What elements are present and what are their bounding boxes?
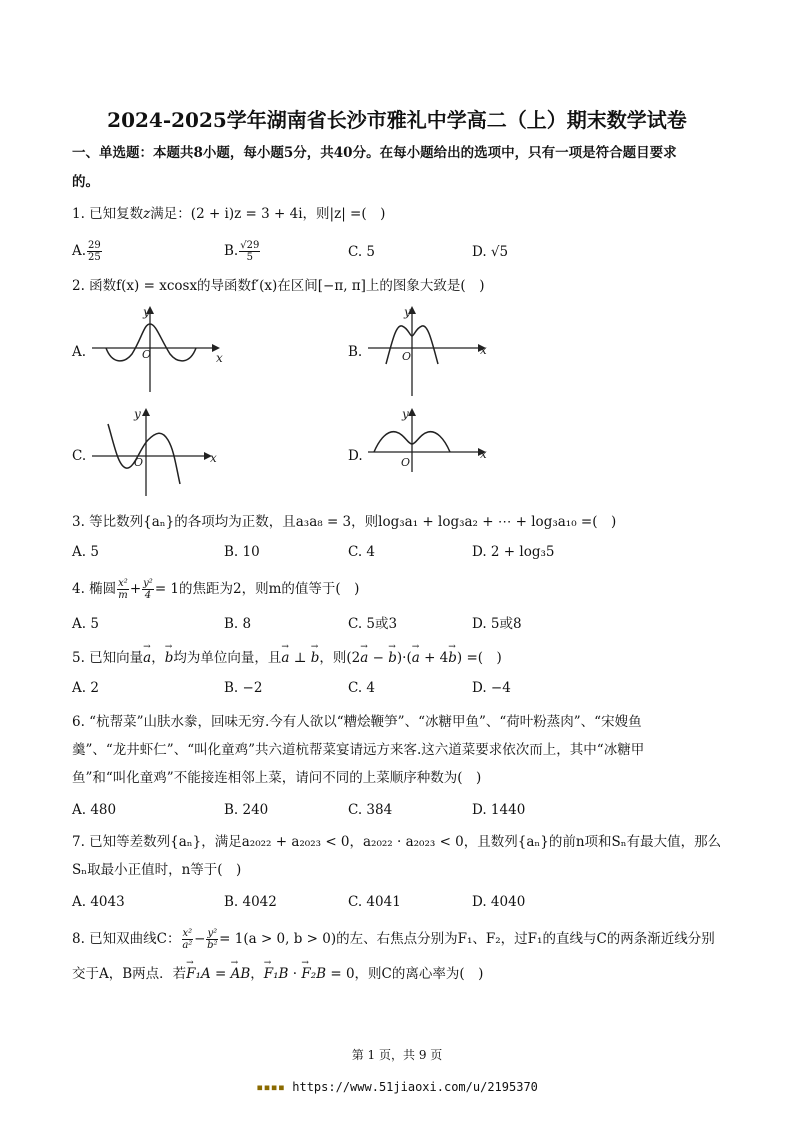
q2-label-b: B. [348,344,363,360]
q2-label-a: A. [72,344,87,360]
q5-option-b: B. −2 [224,680,263,696]
q2-graph-b [364,302,504,398]
svg-text:O: O [134,456,144,469]
q8-line-2: 交于A，B两点．若→ F₁A = → AB，→ F₁B · → F₂B = 0，则C的离心率为( ) [72,964,483,984]
q7-line-2: Sₙ取最小正值时，n等于( ) [72,862,242,878]
watermark-url[interactable]: ▪▪▪▪ https://www.51jiaoxi.com/u/2195370 [256,1080,538,1094]
q2-graph-d [364,404,504,474]
q6-option-b: B. 240 [224,802,269,818]
q1-option-a: A. $\frac{29}{25}$ [72,240,101,263]
svg-text:y: y [143,305,150,319]
svg-text:y: y [402,407,409,421]
section-heading: 一、单选题：本题共8小题，每小题5分，共40分。在每小题给出的选项中，只有一项是符合题目要求 [72,145,677,161]
svg-text:O: O [401,456,411,469]
q7-option-b: B. 4042 [224,894,277,910]
svg-text:x: x [480,447,487,461]
q6-line-1: 6. “杭帮菜”山肤水豢，回味无穷.今有人欲以“糟烩鞭笋”、“冰糖甲鱼”、“荷叶粉蒸肉”、“宋嫂鱼 [72,714,642,730]
q7-option-a: A. 4043 [72,894,125,910]
q5-option-c: C. 4 [348,680,376,696]
q3-option-b: B. 10 [224,544,260,560]
svg-text:x: x [480,343,487,357]
q6-option-c: C. 384 [348,802,393,818]
q5-option-d: D. −4 [472,680,511,696]
q6-line-2: 羹”、“龙井虾仁”、“叫化童鸡”共六道杭帮菜宴请远方来客.这六道菜要求依次而上，其中“冰糖甲 [72,742,645,758]
page-title: 2024-2025学年湖南省长沙市雅礼中学高二（上）期末数学试卷 [107,108,687,132]
svg-text:y: y [404,305,411,319]
q2-label-d: D. [348,448,363,464]
q3-stem: 3. 等比数列{aₙ}的各项均为正数，且a₃a₈ = 3，则log₃a₁ + log₃a₂ + ⋯ + log₃a₁₀ =( ) [72,514,617,530]
q2-label-c: C. [72,448,87,464]
page-footer: 第 1 页，共 9 页 [351,1048,443,1062]
q4-option-a: A. 5 [72,616,99,632]
q4-option-c: C. 5或3 [348,616,398,632]
q2-graph-a [88,302,228,394]
svg-text:x: x [210,451,217,465]
q1-option-c: C. 5 [348,244,376,260]
q2-graph-c [88,404,228,498]
q1-stem: 1. 已知复数z满足：(2 + i)z = 3 + 4i，则|z| =( ) [72,206,386,222]
q6-option-a: A. 480 [72,802,117,818]
q7-line-1: 7. 已知等差数列{aₙ}，满足a₂₀₂₂ + a₂₀₂₃ < 0，a₂₀₂₂ · a₂₀₂₃ < 0，且数列{aₙ}的前n项和Sₙ有最大值，那么 [72,834,722,850]
svg-text:x: x [216,351,223,365]
q2-stem: 2. 函数f(x) = xcosx的导函数f′(x)在区间[−π, π]上的图象大致是( ) [72,278,485,294]
q6-option-d: D. 1440 [472,802,526,818]
q3-option-a: A. 5 [72,544,99,560]
q1-option-b: B. $\frac{√29}{5}$ [224,240,260,263]
q4-stem: 4. 椭圆 $\frac{\text{x²}}{m}$ + $\frac{\text{y²}}{4}$ = 1的焦距为2，则m的值等于( ) [72,578,360,601]
q7-option-d: D. 4040 [472,894,526,910]
svg-text:O: O [402,350,412,363]
q8-line-1: 8. 已知双曲线C： $\frac{\text{x²}}{\text{a²}}$ − $\frac{\text{y²}}{\text{b²}}$ = 1(a > 0, b > 0)的左、右焦点分别为F₁、F₂，过F₁的直线与C的两条渐近线分别 [72,928,715,951]
q1-option-d: D. √5 [472,244,509,260]
q6-line-3: 鱼”和“叫化童鸡”不能接连相邻上菜，请问不同的上菜顺序种数为( ) [72,770,482,786]
svg-text:O: O [142,348,152,361]
q5-option-a: A. 2 [72,680,99,696]
q4-option-d: D. 5或8 [472,616,522,632]
q7-option-c: C. 4041 [348,894,401,910]
q3-option-c: C. 4 [348,544,376,560]
q3-option-d: D. 2 + log₃5 [472,544,555,560]
q5-stem: 5. 已知向量→ a，→ b均为单位向量，且→ a ⊥ → b，则(2→ a − → b)·(→ a + 4→ b) =( ) [72,648,502,668]
q4-option-b: B. 8 [224,616,252,632]
section-heading-cont: 的。 [72,174,99,190]
svg-text:y: y [134,407,141,421]
